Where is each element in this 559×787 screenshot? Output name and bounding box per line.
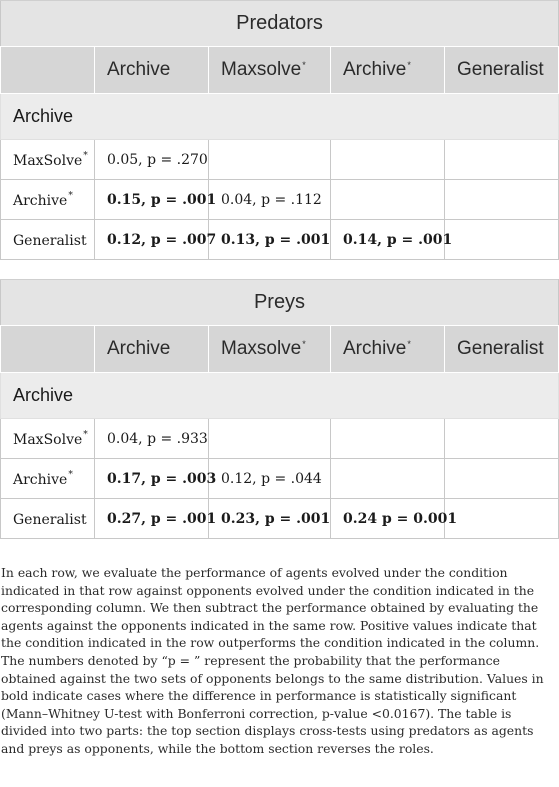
table-cell (331, 419, 445, 459)
column-header: Maxsolve* (209, 326, 331, 373)
table-cell (445, 459, 559, 499)
table-cell: 0.24 p = 0.001 (331, 499, 445, 539)
table-cell (209, 140, 331, 180)
group-label: Archive (1, 94, 559, 140)
table-cell: 0.17, p = .003 (95, 459, 209, 499)
table-cell (209, 419, 331, 459)
table-cell (331, 180, 445, 220)
column-header: Generalist (445, 326, 559, 373)
row-label: Archive* (1, 459, 95, 499)
group-label: Archive (1, 373, 559, 419)
table-row (1, 140, 559, 180)
column-header-empty (1, 47, 95, 94)
column-header: Generalist (445, 47, 559, 94)
table-cell: 0.05, p = .270 (95, 140, 209, 180)
table-cell (331, 459, 445, 499)
table-cell (445, 140, 559, 180)
column-header: Archive (95, 326, 209, 373)
column-header: Archive* (331, 47, 445, 94)
preys-table (0, 279, 559, 539)
table-cell: 0.27, p = .001 (95, 499, 209, 539)
table-cell: 0.04, p = .112 (209, 180, 331, 220)
table-footnote: In each row, we evaluate the performance of agents evolved under the condition indicated in that row against opponents evolved under the condition indicated in the corresponding column. We then subtract the performance obtained by evaluating the agents against the opponents indicated in the same row. Positive values indicate that the condition indicated in the row outperforms the condition indicated in the column. The numbers denoted by “p = ” represent the probability that the performance obtained against the two sets of opponents belongs to the same distribution. Values in bold indicate cases where the difference in performance is statistically significant (Mann–Whitney U-test with Bonferroni correction, p-value <0.0167). The table is divided into two parts: the top section displays cross-tests using predators as agents and preys as opponents, while the bottom section reverses the roles. (1, 565, 544, 756)
table-cell: 0.04, p = .933 (95, 419, 209, 459)
table-cell (445, 419, 559, 459)
table-cell: 0.15, p = .001 (95, 180, 209, 220)
predators-table (0, 0, 559, 260)
column-header: Archive* (331, 326, 445, 373)
table-cell (445, 499, 559, 539)
table-cell: 0.12, p = .007 (95, 220, 209, 260)
column-header: Maxsolve* (209, 47, 331, 94)
table-row (1, 180, 559, 220)
table-row (1, 499, 559, 539)
column-header-empty (1, 326, 95, 373)
table-cell: 0.13, p = .001 (209, 220, 331, 260)
table-row (1, 220, 559, 260)
table-row (1, 459, 559, 499)
table-cell (331, 140, 445, 180)
section-title: Predators (1, 1, 559, 47)
column-header: Archive (95, 47, 209, 94)
table-cell: 0.12, p = .044 (209, 459, 331, 499)
row-label: MaxSolve* (1, 419, 95, 459)
table-cell (445, 220, 559, 260)
row-label: Archive* (1, 180, 95, 220)
table-cell: 0.23, p = .001 (209, 499, 331, 539)
row-label: Generalist (1, 220, 95, 260)
table-cell: 0.14, p = .001 (331, 220, 445, 260)
row-label: Generalist (1, 499, 95, 539)
table-row (1, 419, 559, 459)
table-cell (445, 180, 559, 220)
row-label: MaxSolve* (1, 140, 95, 180)
section-title: Preys (1, 280, 559, 326)
